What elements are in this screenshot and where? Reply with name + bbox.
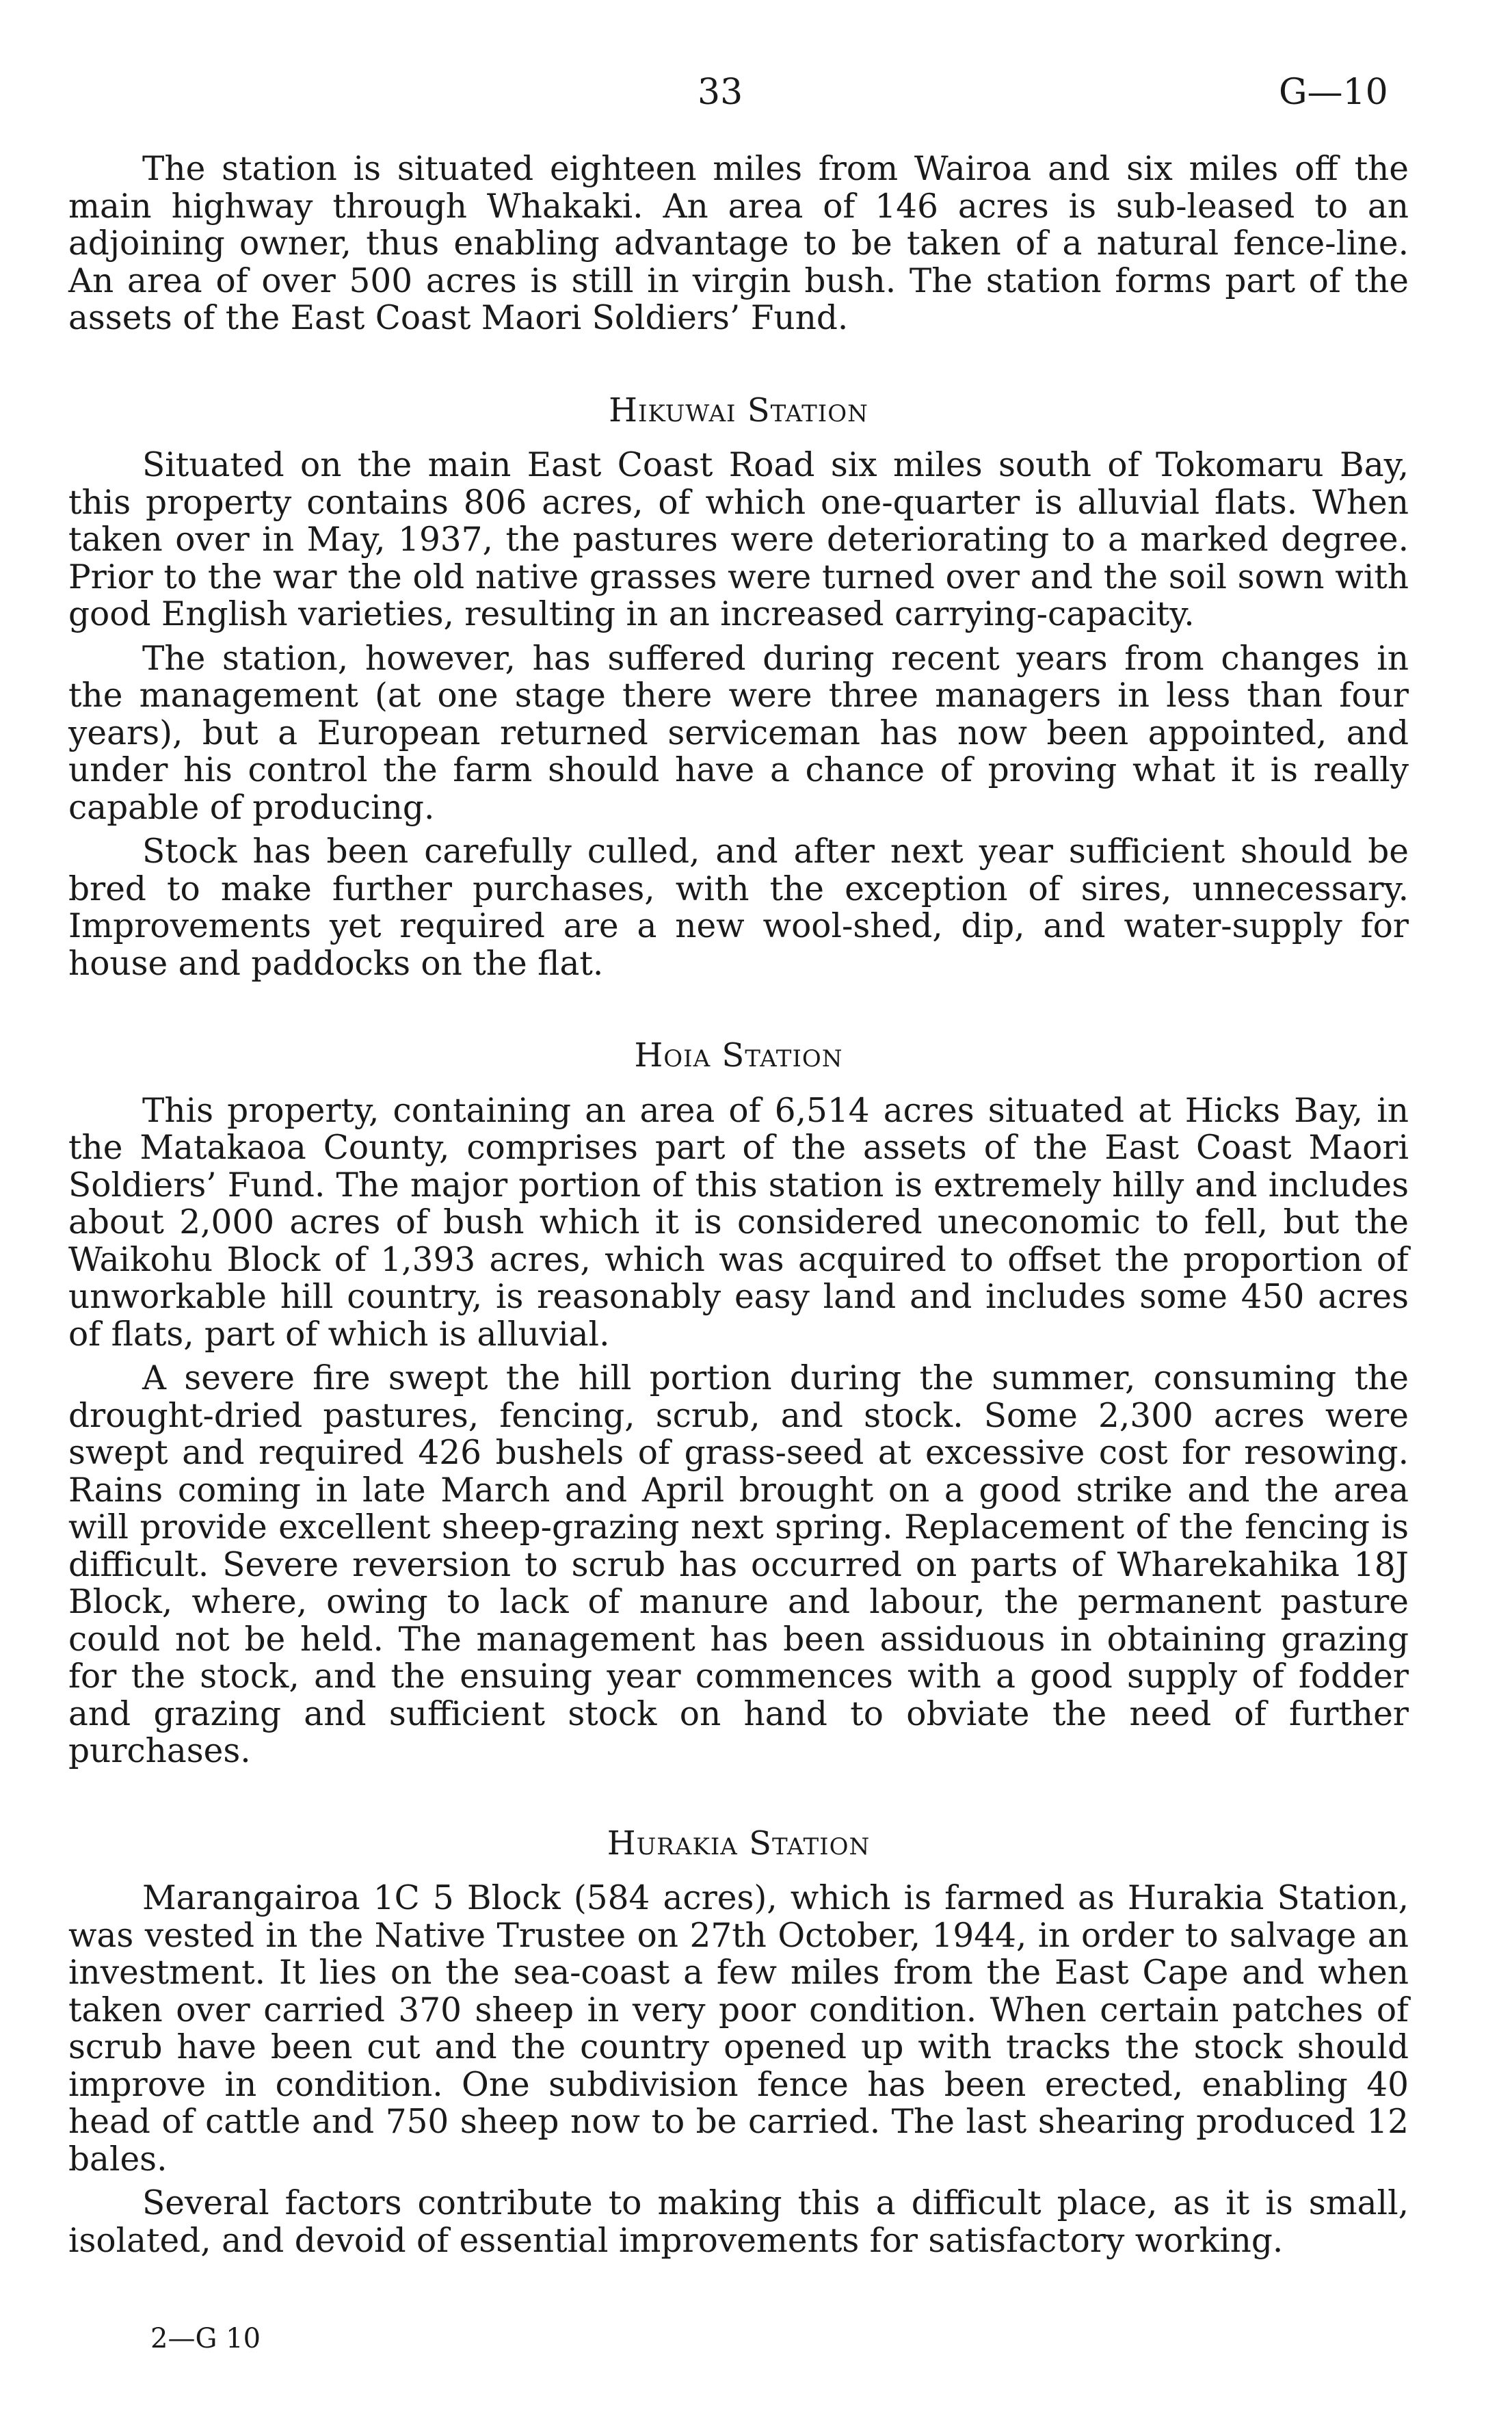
hikuwai-paragraph-1: Situated on the main East Coast Road six miles south of Tokomaru Bay, this property contains 806 acres, of which one-quarter is alluvial flats. When taken over in May, 1937, the pastures were deteriorating to a marked degree. Prior to the war the old native grasses were turned over and the soil sown with good English varieties, resulting in an increased carrying-capacity. bbox=[68, 446, 1409, 633]
hoia-paragraph-1: This property, containing an area of 6,514 acres situated at Hicks Bay, in the Matakaoa County, comprises part of the assets of the East Coast Maori Soldiers’ Fund. The major portion of this station is extremely hilly and includes about 2,000 acres of bush which it is considered uneconomic to fell, but the Waikohu Block of 1,393 acres, which was acquired to offset the proportion of unworkable hill country, is reasonably easy land and includes some 450 acres of flats, part of which is alluvial. bbox=[68, 1091, 1409, 1354]
document-code: G—10 bbox=[1279, 72, 1388, 113]
hurakia-paragraph-2: Several factors contribute to making this a difficult place, as it is small, isolated, and devoid of essential improvements for satisfactory working. bbox=[68, 2184, 1409, 2260]
hoia-paragraph-2: A severe fire swept the hill portion during the summer, consuming the drought-dried pastures, fencing, scrub, and stock. Some 2,300 acres were swept and required 426 bushels of grass-seed at excessive cost for resowing. Rains coming in late March and April brought on a good strike and the area will provide excellent sheep-grazing next spring. Replacement of the fencing is difficult. Severe reversion to scrub has occurred on parts of Wharekahika 18J Block, where, owing to lack of manure and labour, the permanent pasture could not be held. The management has been assiduous in obtaining grazing for the stock, and the ensuing year commences with a good supply of fodder and grazing and sufficient stock on hand to obviate the need of further purchases. bbox=[68, 1359, 1409, 1770]
intro-paragraph: The station is situated eighteen miles from Wairoa and six miles off the main highway through Whakaki. An area of 146 acres is sub-leased to an adjoining owner, thus enabling advantage to be taken of a natural fence-line. An area of over 500 acres is still in virgin bush. The station forms part of the assets of the East Coast Maori Soldiers’ Fund. bbox=[68, 150, 1409, 337]
page-number: 33 bbox=[698, 72, 743, 113]
section-heading-hikuwai: Hikuwai Station bbox=[609, 391, 868, 430]
page-header bbox=[0, 72, 1512, 127]
hurakia-paragraph-1: Marangairoa 1C 5 Block (584 acres), which is farmed as Hurakia Station, was vested in the Native Trustee on 27th October, 1944, in order to salvage an investment. It lies on the sea-coast a few miles from the East Cape and when taken over carried 370 sheep in very poor condition. When certain patches of scrub have been cut and the country opened up with tracks the stock should improve in condition. One subdivision fence has been erected, enabling 40 head of cattle and 750 sheep now to be carried. The last shearing produced 12 bales. bbox=[68, 1879, 1409, 2179]
section-heading-hoia: Hoia Station bbox=[634, 1036, 843, 1075]
page-signature: 2—G 10 bbox=[150, 2323, 261, 2354]
hikuwai-paragraph-3: Stock has been carefully culled, and after next year sufficient should be bred to make further purchases, with the exception of sires, unnecessary. Improvements yet required are a new wool-shed, dip, and water-supply for house and paddocks on the flat. bbox=[68, 832, 1409, 983]
hikuwai-paragraph-2: The station, however, has suffered during recent years from changes in the management (at one stage there were three managers in less than four years), but a European returned serviceman has now been appointed, and under his control the farm should have a chance of proving what it is really capable of producing. bbox=[68, 639, 1409, 827]
body-text bbox=[68, 150, 1409, 2259]
section-heading-hurakia: Hurakia Station bbox=[607, 1824, 871, 1863]
